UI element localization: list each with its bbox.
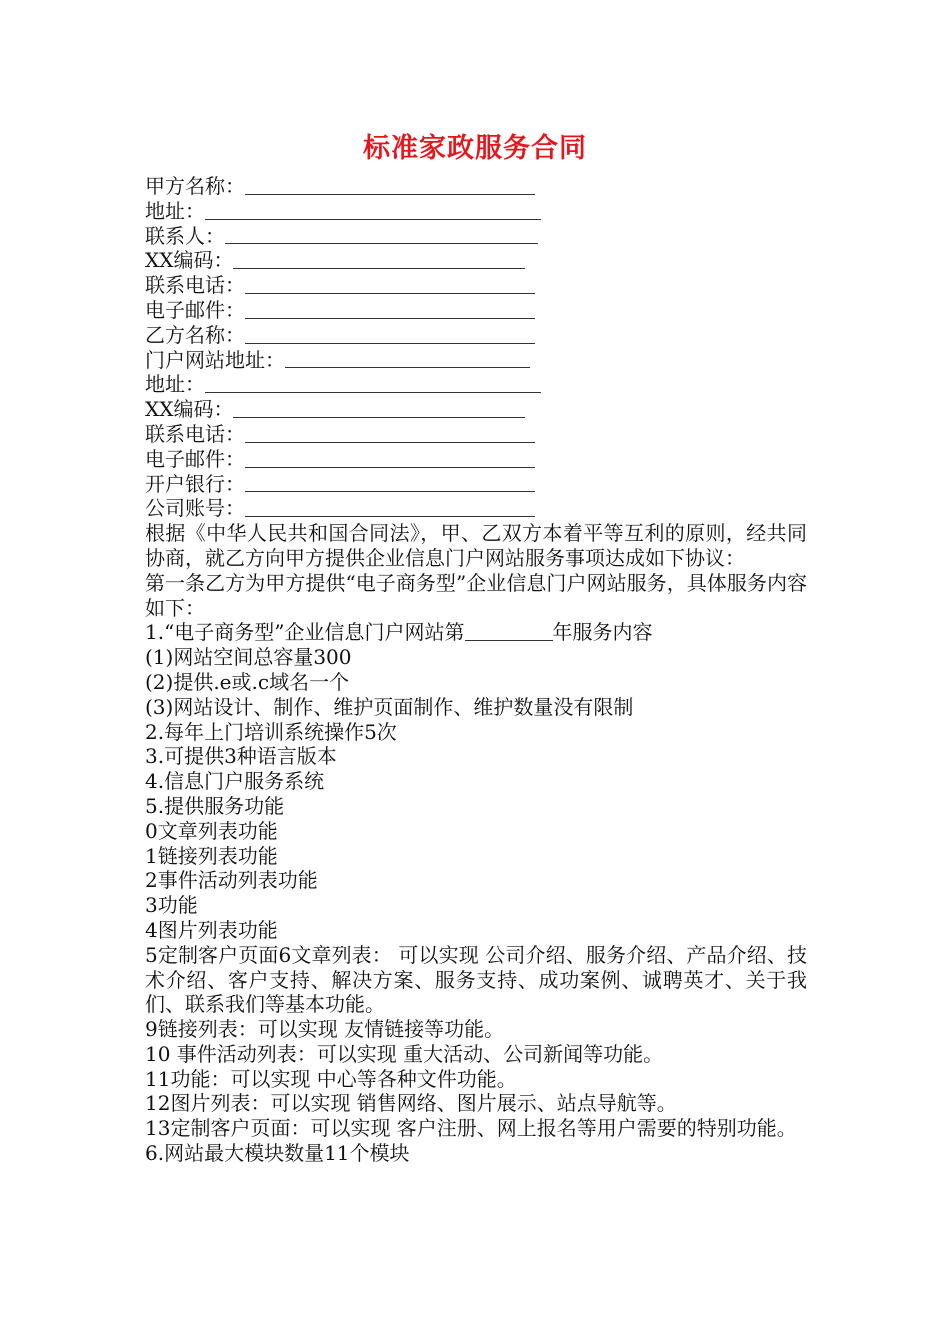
list-item: 1链接列表功能: [145, 843, 278, 868]
field-label: 开户银行：: [145, 471, 245, 496]
list-item: 2.每年上门培训系统操作5次: [145, 719, 397, 744]
field-label: 地址：: [145, 198, 205, 223]
fill-in-blank: [245, 515, 535, 517]
list-item: 5.提供服务功能: [145, 793, 285, 818]
field-label: 联系电话：: [145, 273, 245, 298]
service-item-1-prefix: 1.“电子商务型”企业信息门户网站第: [145, 620, 465, 645]
fill-in-blank: [245, 490, 535, 492]
document-body: [145, 174, 807, 1166]
list-item: (1)网站空间总容量300: [145, 645, 352, 670]
list-item: 0文章列表功能: [145, 818, 278, 843]
list-item: 3.可提供3种语言版本: [145, 744, 337, 769]
fill-in-blank: [245, 441, 535, 443]
fill-in-blank: [225, 242, 538, 244]
field-party-b-portal: [145, 348, 807, 373]
preamble-paragraph: 根据《中华人民共和国合同法》，甲、乙双方本着平等互利的原则，经共同协商，就乙方向甲方提供企业信息门户网站服务事项达成如下协议：: [145, 521, 807, 570]
list-item: 2事件活动列表功能: [145, 868, 318, 893]
fill-in-blank: [245, 342, 535, 344]
document-title: 标准家政服务合同: [363, 133, 587, 164]
fill-in-blank: [233, 267, 525, 269]
field-party-b-email: [145, 447, 807, 472]
field-party-a-postcode: [145, 248, 807, 273]
field-party-b-postcode: [145, 397, 807, 422]
list-item: 10 事件活动列表：可以实现 重大活动、公司新闻等功能。: [145, 1041, 664, 1066]
field-label: 联系人：: [145, 223, 225, 248]
fill-in-blank: [233, 416, 525, 418]
custom-client-paragraph: 13定制客户页面：可以实现 客户注册、网上报名等用户需要的特别功能。: [145, 1116, 797, 1141]
field-label: 电子邮件：: [145, 297, 245, 322]
fill-in-blank: [245, 317, 535, 319]
field-label: XX编码：: [145, 397, 234, 422]
custom-page-paragraph: 5定制客户页面6文章列表： 可以实现 公司介绍、服务介绍、产品介绍、技术介绍、客户支持、解决方案、服务支持、成功案例、诚聘英才、关于我们、联系我们等基本功能。: [145, 942, 807, 1017]
field-label: 公司账号：: [145, 496, 245, 521]
field-label: 联系电话：: [145, 421, 245, 446]
field-party-b-account: [145, 496, 807, 521]
fill-in-blank: [245, 292, 535, 294]
list-item: 12图片列表：可以实现 销售网络、图片展示、站点导航等。: [145, 1091, 677, 1116]
field-label: 门户网站地址：: [145, 347, 285, 372]
fill-in-blank: [205, 218, 541, 220]
fill-in-blank: [465, 639, 553, 641]
field-label: 甲方名称：: [145, 174, 245, 198]
fill-in-blank: [285, 366, 530, 368]
list-item: (3)网站设计、制作、维护页面制作、维护数量没有限制: [145, 694, 634, 719]
field-label: 乙方名称：: [145, 322, 245, 347]
list-item: 3功能: [145, 893, 198, 918]
list-item: 9链接列表：可以实现 友情链接等功能。: [145, 1017, 505, 1042]
field-party-a-address: [145, 199, 807, 224]
field-label: XX编码：: [145, 248, 234, 273]
field-party-a-contact: [145, 224, 807, 249]
service-item-1-suffix: 年服务内容: [552, 620, 653, 645]
service-item-1: [145, 620, 807, 645]
article-1-paragraph: 第一条乙方为甲方提供“电子商务型”企业信息门户网站服务，具体服务内容如下：: [145, 570, 807, 620]
field-label: 电子邮件：: [145, 446, 245, 471]
fill-in-blank: [205, 391, 541, 393]
field-party-b-phone: [145, 422, 807, 447]
field-party-a-phone: [145, 273, 807, 298]
field-party-b-bank: [145, 472, 807, 497]
fill-in-blank: [245, 193, 535, 195]
field-party-b-address: [145, 372, 807, 397]
list-item: 6.网站最大模块数量11个模块: [145, 1141, 410, 1166]
fill-in-blank: [245, 466, 535, 468]
field-party-a-name: [145, 174, 807, 199]
field-label: 地址：: [145, 372, 205, 397]
list-item: (2)提供.e或.c域名一个: [145, 669, 350, 694]
list-item: 11功能：可以实现 中心等各种文件功能。: [145, 1066, 517, 1091]
list-item: 4图片列表功能: [145, 917, 278, 942]
field-party-b-name: [145, 323, 807, 348]
field-party-a-email: [145, 298, 807, 323]
list-item: 4.信息门户服务系统: [145, 769, 325, 794]
